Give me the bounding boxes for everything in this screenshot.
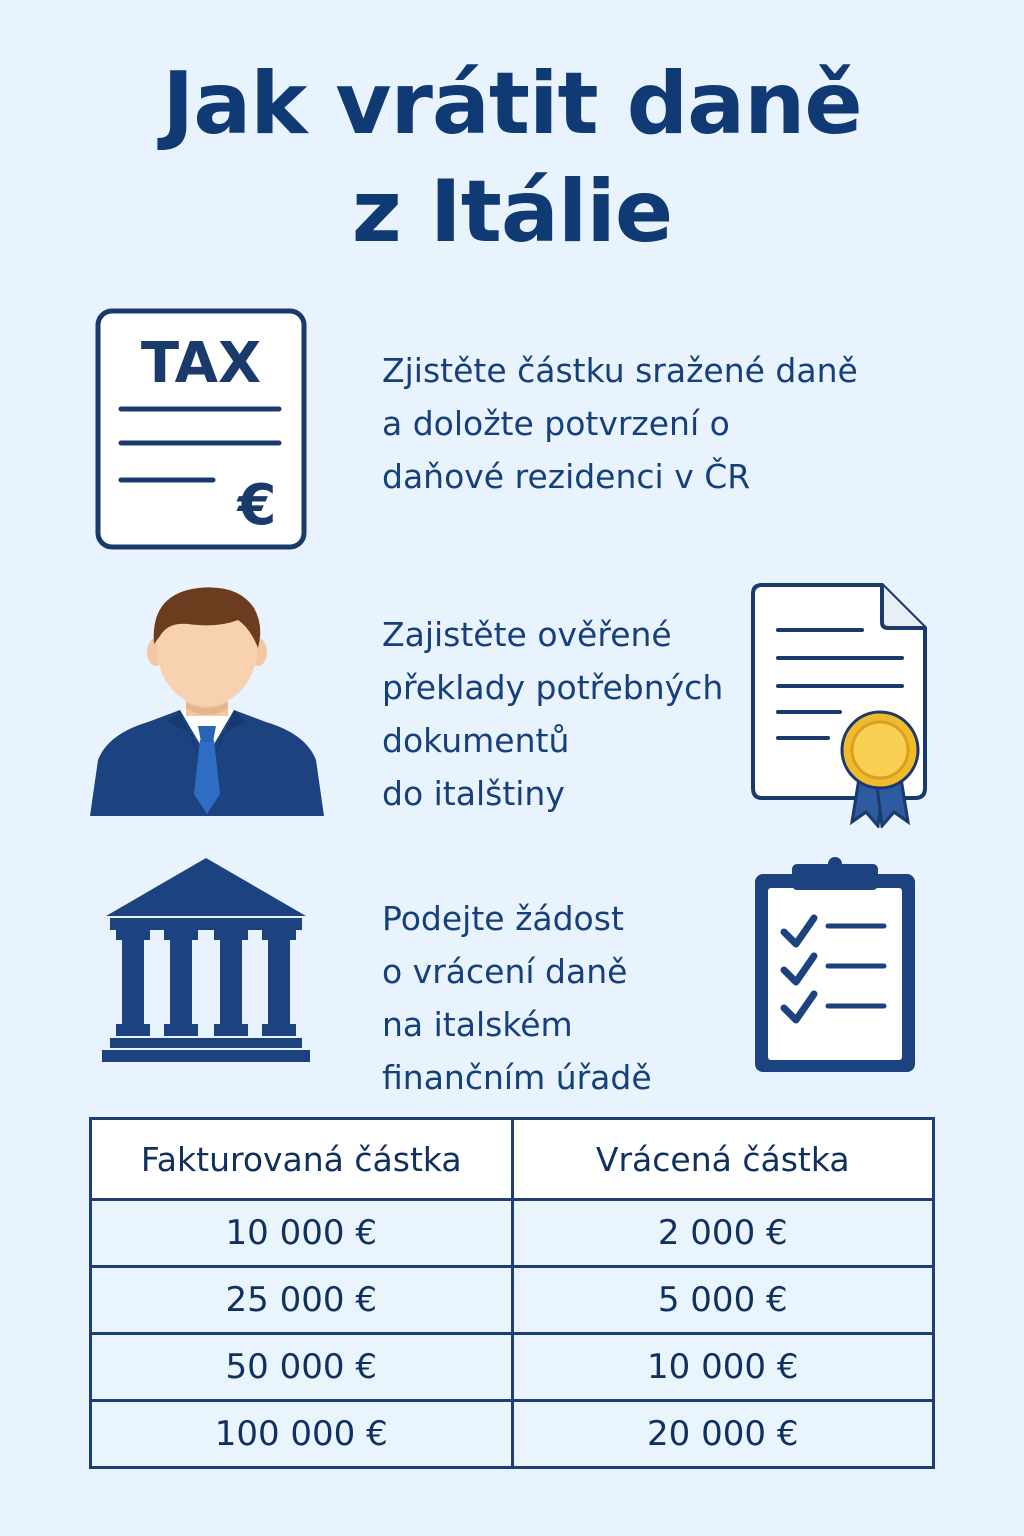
invoiced-amount-cell: 10 000 € (91, 1200, 513, 1267)
step-1-line: Zjistěte částku sražené daně (382, 351, 858, 390)
table-row (91, 1401, 934, 1468)
step-2-line: překlady potřebných (382, 668, 724, 707)
table-row (91, 1334, 934, 1401)
step-2-line: do italštiny (382, 774, 565, 813)
refunded-amount-cell: 20 000 € (512, 1401, 934, 1468)
invoiced-amount-cell: 100 000 € (91, 1401, 513, 1468)
table-row (91, 1267, 934, 1334)
step-3-text (382, 892, 652, 1104)
refunded-amount-cell: 10 000 € (512, 1334, 934, 1401)
checklist-clipboard-icon (752, 856, 918, 1076)
column-header-refunded: Vrácená částka (512, 1119, 934, 1200)
step-2-line: Zajistěte ověřené (382, 615, 672, 654)
step-1-line: a doložte potvrzení o (382, 404, 730, 443)
invoiced-amount-cell: 25 000 € (91, 1267, 513, 1334)
refunded-amount-cell: 5 000 € (512, 1267, 934, 1334)
invoiced-amount-cell: 50 000 € (91, 1334, 513, 1401)
tax-label: TAX (140, 331, 262, 396)
step-3-line: finančním úřadě (382, 1058, 652, 1097)
refund-table (89, 1117, 935, 1469)
step-2-line: dokumentů (382, 721, 570, 760)
government-building-icon (100, 856, 312, 1064)
refunded-amount-cell: 2 000 € (512, 1200, 934, 1267)
table-row (91, 1200, 934, 1267)
step-3-line: Podejte žádost (382, 899, 624, 938)
tax-document-icon (95, 308, 307, 550)
table-header-row (91, 1119, 934, 1200)
step-1-line: daňové rezidenci v ČR (382, 457, 751, 496)
euro-symbol: € (237, 473, 277, 538)
businessman-icon (88, 584, 326, 818)
step-3-line: na italském (382, 1005, 573, 1044)
certificate-icon (750, 582, 930, 828)
step-3-line: o vrácení daně (382, 952, 628, 991)
step-1-text (382, 344, 858, 503)
column-header-invoiced: Fakturovaná částka (91, 1119, 513, 1200)
step-2-text (382, 608, 723, 820)
page-title (0, 50, 1024, 266)
title-line-2: z Itálie (351, 162, 673, 262)
title-line-1: Jak vrátit daně (162, 54, 862, 154)
